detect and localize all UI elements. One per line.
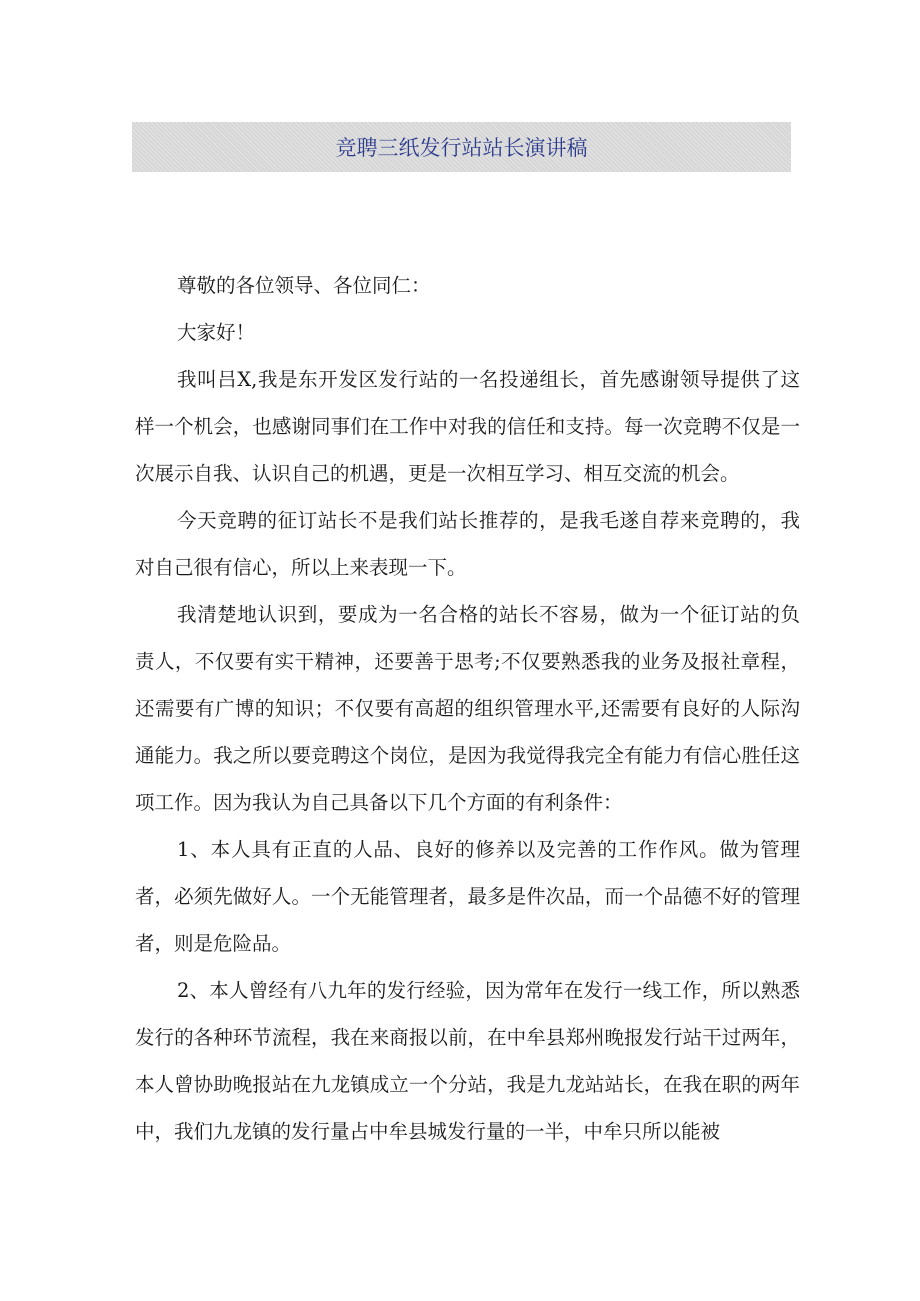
paragraph-point-2: 2、本人曾经有八九年的发行经验，因为常年在发行一线工作，所以熟悉发行的各种环节流程，我在来商报以前，在中牟县郑州晚报发行站干过两年，本人曾协助晚报站在九龙镇成立一个分站，我是九龙站站长，在我在职的两年中，我们九龙镇的发行量占中牟县城发行量的一半，中牟只所以能被 <box>135 979 800 1143</box>
paragraph-self-recommend: 今天竞聘的征订站长不是我们站长推荐的，是我毛遂自荐来竞聘的，我对自己很有信心，所以上来表现一下。 <box>135 509 800 579</box>
greeting: 大家好！ <box>177 321 256 344</box>
document-title: 竞聘三纸发行站站长演讲稿 <box>335 136 588 160</box>
paragraph-intro: 我叫吕X,我是东开发区发行站的一名投递组长，首先感谢领导提供了这样一个机会，也感谢同事们在工作中对我的信任和支持。每一次竞聘不仅是一次展示自我、认识自己的机遇，更是一次相互学习、相互交流的机会。 <box>135 368 800 485</box>
paragraph-point-1: 1、本人具有正直的人品、良好的修养以及完善的工作作风。做为管理者，必须先做好人。一个无能管理者，最多是件次品，而一个品德不好的管理者，则是危险品。 <box>135 838 800 955</box>
document-body <box>135 262 800 1155</box>
salutation: 尊敬的各位领导、各位同仁： <box>177 274 431 297</box>
paragraph-requirements: 我清楚地认识到，要成为一名合格的站长不容易，做为一个征订站的负责人，不仅要有实干精神，还要善于思考;不仅要熟悉我的业务及报社章程，还需要有广博的知识；不仅要有高超的组织管理水平,还需要有良好的人际沟通能力。我之所以要竞聘这个岗位，是因为我觉得我完全有能力有信心胜任这项工作。因为我认为自己具备以下几个方面的有利条件： <box>135 603 800 814</box>
title-banner <box>132 122 791 172</box>
